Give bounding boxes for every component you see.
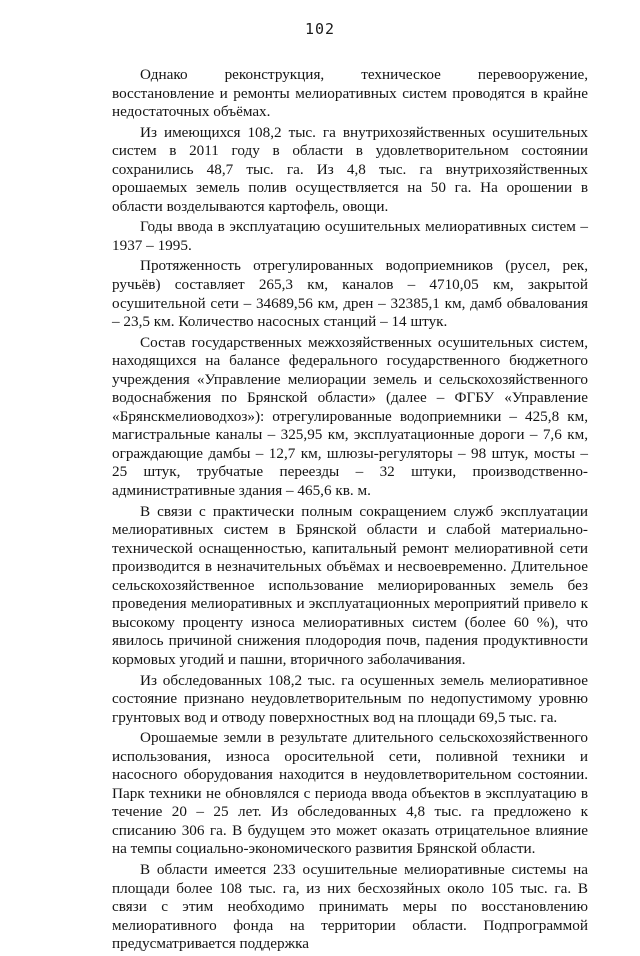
- paragraph: В области имеется 233 осушительные мелиоративные системы на площади более 108 тыс. га, из них бесхозяйных около 105 тыс. га. В связи с этим необходимо принимать меры по восстановлению мелиоративного фонда на территории области. Подпрограммой предусматривается поддержка: [112, 860, 588, 953]
- paragraph: Орошаемые земли в результате длительного сельскохозяйственного использования, износа оросительной сети, поливной техники и насосного оборудования находится в неудовлетворительном состоянии. Парк техники не обновлялся с периода ввода объектов в эксплуатацию в течение 20 – 25 лет. Из обследованных 4,8 тыс. га предложено к списанию 306 га. В будущем это может оказать отрицательное влияние на темпы социально-экономического развития Брянской области.: [112, 729, 588, 858]
- document-body: [112, 66, 588, 956]
- paragraph: Из имеющихся 108,2 тыс. га внутрихозяйственных осушительных систем в 2011 году в области в удовлетворительном состоянии сохранились 48,7 тыс. га. Из 4,8 тыс. га внутрихозяйственных орошаемых земель полив осуществляется на 50 га. На орошении в области возделываются картофель, овощи.: [112, 123, 588, 215]
- page-number: 102: [304, 20, 336, 38]
- paragraph: Годы ввода в эксплуатацию осушительных мелиоративных систем – 1937 – 1995.: [112, 218, 588, 254]
- paragraph: Однако реконструкция, техническое перевооружение, восстановление и ремонты мелиоративных систем проводятся в крайне недостаточных объёмах.: [112, 66, 588, 121]
- paragraph: В связи с практически полным сокращением служб эксплуатации мелиоративных систем в Брянской области и слабой материально-технической оснащенностью, капитальный ремонт мелиоративной сети производится в незначительных объёмах и несвоевременно. Длительное сельскохозяйственное использование мелиорированных земель без проведения мелиоративных и эксплуатационных мероприятий привело к высокому проценту износа мелиоративных систем (более 60 %), что явилось причиной снижения плодородия почв, падения продуктивности кормовых угодий и пашни, вторичного заболачивания.: [112, 502, 588, 668]
- paragraph: Из обследованных 108,2 тыс. га осушенных земель мелиоративное состояние признано неудовлетворительным по недопустимому уровню грунтовых вод и отводу поверхностных вод на площади 69,5 тыс. га.: [112, 671, 588, 726]
- paragraph: Состав государственных межхозяйственных осушительных систем, находящихся на балансе федерального государственного бюджетного учреждения «Управление мелиорации земель и сельскохозяйственного водоснабжения по Брянской области» (далее – ФГБУ «Управление «Брянскмелиоводхоз»): отрегулированные водоприемники – 425,8 км, магистральные каналы – 325,95 км, эксплуатационные дороги – 7,6 км, ограждающие дамбы – 12,7 км, шлюзы-регуляторы – 98 штук, мосты – 25 штук, трубчатые переезды – 32 штуки, производственно-административные здания – 465,6 кв. м.: [112, 333, 588, 500]
- paragraph: Протяженность отрегулированных водоприемников (русел, рек, ручьёв) составляет 265,3 км, каналов – 4710,05 км, закрытой осушительной сети – 34689,56 км, дрен – 32385,1 км, дамб обвалования – 23,5 км. Количество насосных станций – 14 штук.: [112, 257, 588, 331]
